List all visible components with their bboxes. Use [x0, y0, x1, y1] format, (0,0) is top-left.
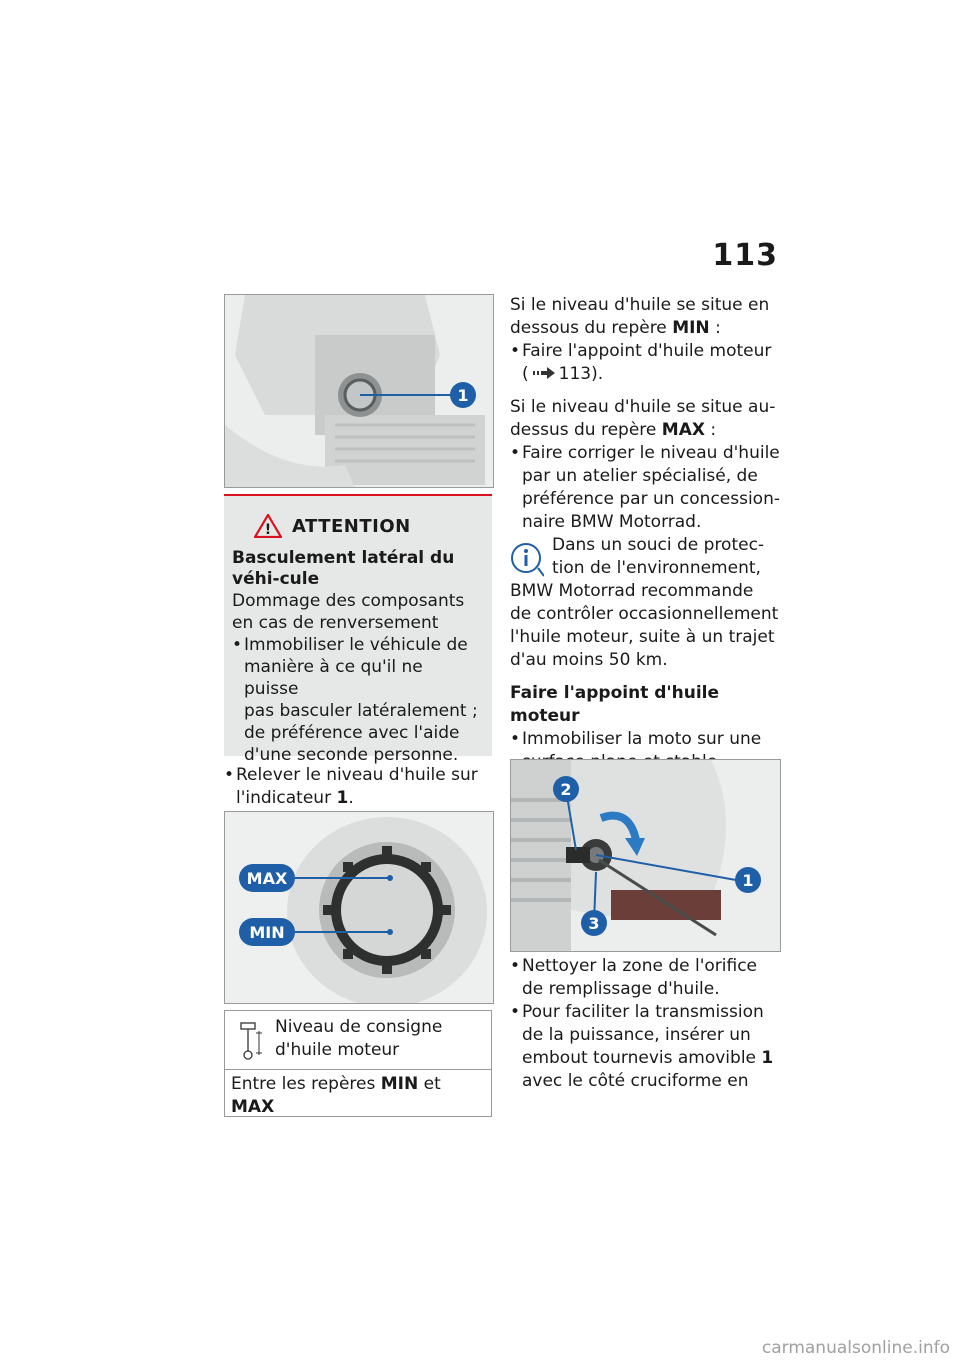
cond1-line-2: dessous du repère MIN :	[510, 318, 721, 338]
section-title: Faire l'appoint d'huile moteur	[510, 683, 720, 726]
oil-sight-glass-figure	[224, 811, 494, 1004]
warning-triangle-icon	[254, 514, 282, 538]
spec-value-line-2: MAX	[231, 1097, 275, 1117]
oil-dipstick-icon	[239, 1021, 265, 1061]
spec-value-row	[225, 1070, 491, 1119]
figure-callout-3: 3	[588, 914, 600, 933]
note-line-2: tion de l'environnement,	[552, 558, 761, 578]
warning-bullet-3: pas basculer latéralement ;	[244, 701, 478, 721]
bullet1-line-1: • Faire l'appoint d'huile moteur	[510, 340, 782, 363]
warning-heading: Basculement latéral du véhi-cule	[232, 548, 455, 589]
bullet1-line-2[interactable]: ( 113).	[522, 364, 604, 384]
spec-table	[224, 1010, 492, 1117]
warning-text-1: Dommage des composants	[232, 591, 465, 611]
warning-box	[224, 494, 492, 765]
warning-text-2: en cas de renversement	[232, 613, 439, 633]
warning-title: ATTENTION	[292, 515, 411, 537]
spec-title-2: d'huile moteur	[275, 1040, 400, 1060]
bullet5-line-4: avec le côté cruciforme en	[522, 1071, 749, 1091]
spec-title-1: Niveau de consigne	[275, 1017, 443, 1037]
bullet5-line-2: de la puissance, insérer un	[522, 1025, 751, 1045]
engine-oil-indicator-figure	[224, 294, 494, 488]
note-line-3: BMW Motorrad recommande	[510, 581, 754, 601]
step-line-1: • Relever le niveau d'huile sur	[224, 764, 492, 787]
bullet5-line-3: embout tournevis amovible 1	[522, 1048, 774, 1068]
warning-bullet-1: • Immobiliser le véhicule de	[232, 634, 482, 656]
bullet3-line-1: • Immobiliser la moto sur une	[510, 728, 782, 751]
bullet5-line-1: • Pour faciliter la transmission	[510, 1001, 782, 1024]
note-line-4: de contrôler occasionnellement	[510, 604, 779, 624]
note-line-1: Dans un souci de protec-	[552, 535, 765, 555]
bullet2-line-3: préférence par un concession-	[522, 489, 780, 509]
min-label: MIN	[249, 923, 285, 942]
cond2-line-2: dessus du repère MAX :	[510, 420, 717, 440]
bullet4-line-2: de remplissage d'huile.	[522, 979, 720, 999]
oil-filler-screwdriver-figure	[510, 759, 781, 952]
figure-callout-1: 1	[742, 871, 754, 890]
warning-bullet-5: d'une seconde personne.	[244, 745, 459, 765]
warning-bullet-2: manière à ce qu'il ne puisse	[244, 657, 423, 699]
figure-callout-1: 1	[457, 386, 469, 405]
left-step	[224, 764, 492, 810]
bullet2-line-4: naire BMW Motorrad.	[522, 512, 702, 532]
step-line-2: l'indicateur 1.	[236, 788, 354, 808]
cond1-line-1: Si le niveau d'huile se situe en	[510, 295, 770, 315]
note-line-5: l'huile moteur, suite à un trajet	[510, 627, 775, 647]
watermark: carmanualsonline.info	[761, 1338, 950, 1358]
bullet4-line-1: • Nettoyer la zone de l'orifice	[510, 955, 782, 978]
figure-callout-2: 2	[560, 780, 572, 799]
note-line-6: d'au moins 50 km.	[510, 650, 668, 670]
warning-bullet-4: de préférence avec l'aide	[244, 723, 460, 743]
page-number: 113	[712, 238, 778, 273]
step-ref: 1	[336, 788, 349, 808]
spec-value-line-1: Entre les repères MIN et	[231, 1074, 441, 1094]
right-bottom	[510, 955, 782, 1093]
note-block-top	[510, 534, 782, 580]
max-label: MAX	[246, 869, 288, 888]
cond2-line-1: Si le niveau d'huile se situe au-	[510, 397, 776, 417]
bullet2-line-1: • Faire corriger le niveau d'huile	[510, 442, 782, 465]
bullet2-line-2: par un atelier spécialisé, de	[522, 466, 758, 486]
info-icon	[510, 542, 544, 578]
svg-text:!: !	[264, 522, 272, 538]
spec-header-row	[225, 1011, 491, 1070]
right-column	[510, 294, 782, 774]
page-ref-arrow-icon	[533, 363, 555, 386]
